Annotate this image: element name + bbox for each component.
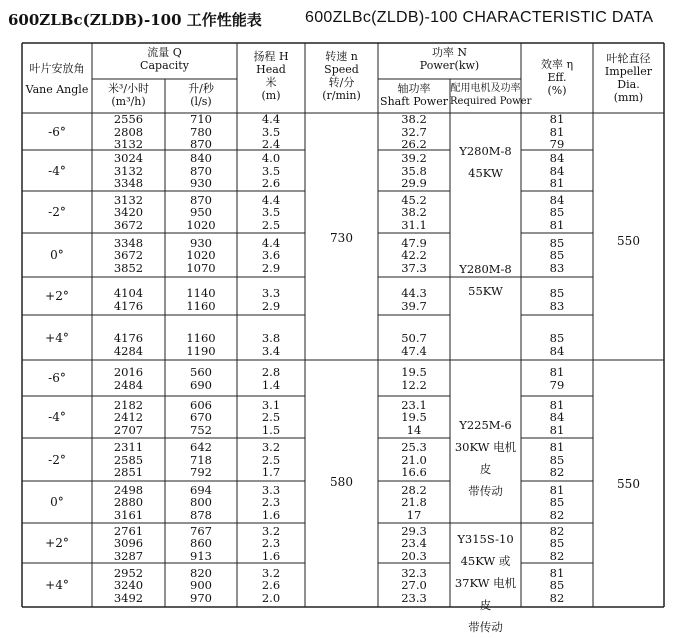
vane-angle: -2° bbox=[48, 452, 66, 467]
capacity-m3h-value: 3132 bbox=[113, 192, 144, 207]
capacity-m3h-value: 4176 bbox=[113, 298, 144, 313]
capacity-m3h bbox=[92, 194, 165, 232]
speed-header bbox=[305, 50, 378, 102]
efficiency-value: 85 bbox=[549, 205, 565, 220]
efficiency-value: 85 bbox=[549, 248, 565, 263]
capacity-ls-value: 900 bbox=[190, 578, 212, 593]
capacity-ls bbox=[165, 113, 237, 151]
efficiency-value: 81 bbox=[549, 422, 565, 437]
efficiency-value: 85 bbox=[549, 536, 565, 551]
efficiency-value: 82 bbox=[549, 507, 565, 522]
head-value: 2.3 bbox=[261, 536, 281, 551]
efficiency-value: 81 bbox=[549, 112, 565, 127]
head-value: 2.0 bbox=[261, 590, 281, 605]
capacity-m3h-value: 3096 bbox=[113, 536, 144, 551]
impeller-unit: (mm) bbox=[613, 91, 644, 104]
capacity-ls-value: 800 bbox=[190, 495, 212, 510]
head-en: Head bbox=[256, 63, 286, 76]
capacity-m3h-value: 3132 bbox=[113, 163, 144, 178]
head bbox=[237, 287, 305, 312]
capacity-ls bbox=[165, 237, 237, 275]
capacity-ls bbox=[165, 194, 237, 232]
capacity-ls-value: 642 bbox=[190, 440, 212, 455]
efficiency-value: 85 bbox=[549, 452, 565, 467]
required-power-en: Required Power bbox=[450, 96, 532, 107]
head bbox=[237, 194, 305, 232]
capacity-m3h bbox=[92, 567, 165, 605]
head-value: 3.5 bbox=[261, 124, 281, 139]
head-value: 2.6 bbox=[261, 578, 281, 593]
shaft-power-value: 32.7 bbox=[401, 124, 427, 139]
capacity-m3h bbox=[92, 441, 165, 479]
capacity-m3h-value: 2585 bbox=[113, 452, 144, 467]
power-cn: 功率 N bbox=[431, 46, 468, 59]
motor-spec-line: 30KW 电机皮 bbox=[454, 440, 517, 476]
efficiency-value: 82 bbox=[549, 590, 565, 605]
capacity-ls-value: 870 bbox=[190, 192, 212, 207]
efficiency-value: 81 bbox=[549, 124, 565, 139]
head-value: 2.9 bbox=[261, 298, 281, 313]
speed-value: 580 bbox=[330, 475, 353, 489]
shaft-power-value: 14 bbox=[406, 422, 422, 437]
head-value: 1.6 bbox=[261, 548, 281, 563]
head bbox=[237, 525, 305, 563]
efficiency-value: 85 bbox=[549, 495, 565, 510]
vane-angle: -4° bbox=[48, 410, 66, 424]
efficiency bbox=[521, 441, 593, 479]
capacity-ls-header bbox=[165, 82, 237, 108]
capacity-m3h bbox=[92, 113, 165, 151]
vane-angle: -6° bbox=[48, 124, 66, 139]
shaft-power-value: 12.2 bbox=[401, 377, 427, 392]
capacity-ls-value: 718 bbox=[190, 452, 212, 467]
head-value: 4.4 bbox=[261, 112, 281, 127]
capacity-ls bbox=[165, 287, 237, 312]
motor-spec-line: 45KW 或 bbox=[460, 554, 511, 568]
efficiency-value: 83 bbox=[549, 260, 565, 275]
shaft-power bbox=[378, 484, 450, 522]
shaft-power-value: 23.1 bbox=[401, 397, 427, 412]
efficiency-value: 85 bbox=[549, 331, 565, 345]
shaft-power-value: 23.4 bbox=[401, 536, 427, 551]
motor-spec bbox=[450, 140, 521, 184]
capacity-m3h-value: 2556 bbox=[113, 112, 144, 127]
motor-spec-line: 55KW bbox=[468, 284, 503, 298]
capacity-ls-value: 690 bbox=[190, 377, 212, 392]
efficiency bbox=[521, 194, 593, 232]
shaft-power-value: 17 bbox=[406, 507, 422, 522]
capacity-ls-value: 1070 bbox=[186, 260, 216, 275]
vane-angle-cn: 叶片安放角 bbox=[29, 62, 85, 75]
motor-spec-line: Y280M-8 bbox=[459, 262, 512, 276]
shaft-power bbox=[378, 399, 450, 437]
head-value: 2.5 bbox=[261, 217, 281, 232]
shaft-power-value: 21.0 bbox=[401, 452, 427, 467]
capacity-ls bbox=[165, 399, 237, 437]
shaft-power-value: 29.3 bbox=[401, 523, 427, 538]
capacity-ls-unit: (l/s) bbox=[190, 95, 212, 108]
speed-unit: (r/min) bbox=[322, 89, 361, 102]
capacity-m3h-value: 2484 bbox=[113, 377, 144, 392]
shaft-power-value: 25.3 bbox=[401, 440, 427, 455]
efficiency-value: 84 bbox=[549, 192, 565, 207]
efficiency bbox=[521, 366, 593, 391]
efficiency-value: 79 bbox=[549, 377, 565, 392]
capacity-m3h-unit: (m³/h) bbox=[111, 95, 146, 108]
efficiency-value: 81 bbox=[549, 397, 565, 412]
head-value: 3.3 bbox=[261, 482, 281, 497]
capacity-m3h-value: 2880 bbox=[113, 495, 144, 510]
head bbox=[237, 567, 305, 605]
head-value: 3.2 bbox=[261, 523, 281, 538]
capacity-ls-value: 606 bbox=[190, 397, 212, 412]
efficiency-en: Eff. bbox=[547, 71, 567, 84]
capacity-ls-value: 1140 bbox=[186, 286, 216, 300]
capacity-m3h bbox=[92, 399, 165, 437]
capacity-m3h-value: 2182 bbox=[113, 397, 144, 412]
capacity-m3h-value: 3132 bbox=[113, 137, 144, 152]
motor-spec bbox=[450, 258, 521, 302]
head bbox=[237, 399, 305, 437]
capacity-m3h-value: 2808 bbox=[113, 124, 144, 139]
capacity-ls-value: 767 bbox=[190, 523, 212, 538]
capacity-m3h-value: 3672 bbox=[113, 248, 144, 263]
capacity-en: Capacity bbox=[140, 59, 189, 72]
capacity-ls bbox=[165, 567, 237, 605]
efficiency-value: 82 bbox=[549, 523, 565, 538]
shaft-power-header bbox=[378, 82, 450, 108]
speed-en: Speed bbox=[324, 63, 359, 76]
vane-angle: +2° bbox=[45, 536, 69, 550]
capacity-ls-value: 694 bbox=[190, 482, 212, 497]
efficiency-cn: 效率 η bbox=[540, 58, 574, 71]
head bbox=[237, 484, 305, 522]
shaft-power-value: 39.7 bbox=[401, 298, 427, 313]
head-value: 3.5 bbox=[261, 205, 281, 220]
capacity-ls bbox=[165, 152, 237, 190]
motor-spec-line: Y315S-10 bbox=[457, 532, 514, 546]
head-value: 2.8 bbox=[261, 365, 281, 379]
capacity-m3h-cn: 米³/小时 bbox=[107, 82, 150, 95]
shaft-power-value: 19.5 bbox=[401, 365, 427, 379]
head-value: 1.7 bbox=[261, 465, 281, 480]
shaft-power-value: 32.3 bbox=[401, 565, 427, 580]
capacity-m3h-value: 4176 bbox=[113, 331, 144, 345]
capacity-ls-cn: 升/秒 bbox=[188, 82, 214, 95]
shaft-power-value: 19.5 bbox=[401, 410, 427, 425]
capacity-m3h-value: 2952 bbox=[113, 565, 144, 580]
impeller-en: Impeller bbox=[604, 65, 653, 78]
motor-spec-line: Y225M-6 bbox=[459, 418, 512, 432]
capacity-m3h-value: 3161 bbox=[113, 507, 144, 522]
power-en: Power(kw) bbox=[419, 59, 480, 72]
capacity-m3h-value: 2851 bbox=[113, 465, 144, 480]
shaft-power-value: 39.2 bbox=[401, 151, 427, 166]
head-value: 2.5 bbox=[261, 452, 281, 467]
capacity-m3h bbox=[92, 366, 165, 391]
head-value: 3.1 bbox=[261, 397, 281, 412]
head bbox=[237, 366, 305, 391]
head bbox=[237, 237, 305, 275]
vane-angle-header bbox=[22, 62, 92, 96]
shaft-power bbox=[378, 332, 450, 357]
shaft-power-value: 26.2 bbox=[401, 137, 427, 152]
head-value: 2.3 bbox=[261, 495, 281, 510]
speed-cn: 转速 n bbox=[325, 50, 358, 63]
capacity-m3h bbox=[92, 484, 165, 522]
efficiency-value: 79 bbox=[549, 137, 565, 152]
capacity-m3h bbox=[92, 287, 165, 312]
capacity-ls-value: 1160 bbox=[186, 298, 216, 313]
efficiency-value: 82 bbox=[549, 548, 565, 563]
efficiency bbox=[521, 287, 593, 312]
shaft-power-value: 29.9 bbox=[401, 176, 427, 191]
head-value: 3.5 bbox=[261, 163, 281, 178]
capacity-m3h bbox=[92, 332, 165, 357]
head-value: 3.6 bbox=[261, 248, 281, 263]
capacity-ls-value: 820 bbox=[190, 565, 212, 580]
capacity-ls bbox=[165, 484, 237, 522]
head-value: 1.4 bbox=[261, 377, 281, 392]
efficiency bbox=[521, 332, 593, 357]
head-value: 4.4 bbox=[261, 192, 281, 207]
impeller-cn: 叶轮直径 bbox=[606, 52, 651, 65]
required-power-cn: 配用电机及功率 bbox=[450, 83, 521, 94]
capacity-m3h-value: 3672 bbox=[113, 217, 144, 232]
efficiency-value: 84 bbox=[549, 343, 565, 358]
motor-spec-line: 45KW bbox=[468, 166, 503, 180]
shaft-power-value: 47.4 bbox=[401, 343, 427, 358]
capacity-ls bbox=[165, 332, 237, 357]
capacity-m3h-value: 2761 bbox=[113, 523, 144, 538]
efficiency bbox=[521, 113, 593, 151]
capacity-ls-value: 840 bbox=[190, 151, 212, 166]
capacity-ls-value: 1020 bbox=[186, 248, 216, 263]
shaft-power bbox=[378, 113, 450, 151]
shaft-power bbox=[378, 366, 450, 391]
efficiency-value: 81 bbox=[549, 365, 565, 379]
vane-angle: -4° bbox=[48, 163, 66, 178]
capacity-ls-value: 870 bbox=[190, 137, 212, 152]
required-power-header bbox=[450, 82, 532, 108]
efficiency-unit: (%) bbox=[547, 84, 567, 97]
head-value: 2.4 bbox=[261, 137, 281, 152]
capacity-m3h bbox=[92, 152, 165, 190]
head-value: 3.4 bbox=[261, 343, 281, 358]
capacity-m3h-value: 3852 bbox=[113, 260, 144, 275]
efficiency-value: 83 bbox=[549, 298, 565, 313]
efficiency bbox=[521, 152, 593, 190]
head-value: 2.6 bbox=[261, 176, 281, 191]
capacity-ls-value: 560 bbox=[190, 365, 212, 379]
shaft-power-value: 42.2 bbox=[401, 248, 427, 263]
shaft-power bbox=[378, 194, 450, 232]
impeller-dia: Dia. bbox=[617, 78, 640, 91]
head-value: 2.5 bbox=[261, 410, 281, 425]
head bbox=[237, 332, 305, 357]
capacity-ls-value: 870 bbox=[190, 163, 212, 178]
shaft-power bbox=[378, 287, 450, 312]
capacity-m3h-value: 3348 bbox=[113, 176, 144, 191]
efficiency-header bbox=[521, 58, 593, 97]
capacity-cn: 流量 Q bbox=[147, 46, 182, 59]
capacity-ls-value: 670 bbox=[190, 410, 212, 425]
capacity-ls-value: 752 bbox=[190, 422, 212, 437]
efficiency-value: 84 bbox=[549, 163, 565, 178]
shaft-power-cn: 轴功率 bbox=[397, 82, 431, 95]
shaft-power-value: 31.1 bbox=[401, 217, 427, 232]
vane-angle: +4° bbox=[45, 330, 69, 345]
efficiency bbox=[521, 399, 593, 437]
efficiency-value: 81 bbox=[549, 440, 565, 455]
motor-spec-line: 带传动 bbox=[468, 620, 503, 634]
capacity-m3h bbox=[92, 237, 165, 275]
motor-spec-line: 37KW 电机皮 bbox=[454, 576, 517, 612]
capacity-ls-value: 930 bbox=[190, 235, 212, 250]
shaft-power-value: 45.2 bbox=[401, 192, 427, 207]
efficiency bbox=[521, 567, 593, 605]
efficiency bbox=[521, 484, 593, 522]
shaft-power-value: 50.7 bbox=[401, 331, 427, 345]
efficiency bbox=[521, 525, 593, 563]
capacity-ls-value: 950 bbox=[190, 205, 212, 220]
vane-angle-en: Vane Angle bbox=[25, 83, 89, 96]
efficiency-value: 81 bbox=[549, 217, 565, 232]
vane-angle: -6° bbox=[48, 371, 66, 385]
head bbox=[237, 441, 305, 479]
motor-spec-line: Y280M-8 bbox=[459, 144, 512, 158]
capacity-m3h-value: 2498 bbox=[113, 482, 144, 497]
shaft-power bbox=[378, 237, 450, 275]
head bbox=[237, 113, 305, 151]
impeller-header bbox=[593, 52, 664, 104]
shaft-power bbox=[378, 152, 450, 190]
efficiency-value: 85 bbox=[549, 235, 565, 250]
capacity-ls-value: 970 bbox=[190, 590, 212, 605]
shaft-power-value: 16.6 bbox=[401, 465, 427, 480]
motor-spec bbox=[450, 414, 521, 502]
capacity-m3h-value: 3420 bbox=[113, 205, 144, 220]
shaft-power-value: 44.3 bbox=[401, 286, 427, 300]
vane-angle: -2° bbox=[48, 205, 66, 219]
head-value: 3.8 bbox=[261, 331, 281, 345]
vane-angle: +4° bbox=[45, 578, 69, 592]
motor-spec-line: 带传动 bbox=[468, 484, 503, 498]
shaft-power-value: 38.2 bbox=[401, 205, 427, 220]
vane-angle: +2° bbox=[45, 289, 69, 303]
head-value: 2.9 bbox=[261, 260, 281, 275]
shaft-power bbox=[378, 441, 450, 479]
capacity-m3h-value: 2016 bbox=[113, 365, 144, 379]
speed-unit-cn: 转/分 bbox=[328, 76, 355, 89]
capacity-ls-value: 1020 bbox=[186, 217, 216, 232]
capacity-ls-value: 913 bbox=[190, 548, 212, 563]
capacity-ls-value: 878 bbox=[190, 507, 212, 522]
efficiency-value: 81 bbox=[549, 565, 565, 580]
capacity-m3h-value: 2707 bbox=[113, 422, 144, 437]
vane-angle: 0° bbox=[50, 495, 64, 509]
capacity-ls bbox=[165, 366, 237, 391]
efficiency-value: 81 bbox=[549, 482, 565, 497]
shaft-power-value: 35.8 bbox=[401, 163, 427, 178]
capacity-m3h bbox=[92, 525, 165, 563]
impeller-value: 550 bbox=[617, 477, 640, 491]
capacity-m3h-value: 3348 bbox=[113, 235, 144, 250]
head-value: 1.5 bbox=[261, 422, 281, 437]
capacity-ls bbox=[165, 441, 237, 479]
head bbox=[237, 152, 305, 190]
head-value: 3.2 bbox=[261, 565, 281, 580]
speed-value: 730 bbox=[330, 231, 353, 245]
head-value: 4.0 bbox=[261, 151, 281, 166]
capacity-m3h-header bbox=[92, 82, 165, 108]
head-value: 4.4 bbox=[261, 235, 281, 250]
efficiency-value: 84 bbox=[549, 151, 565, 166]
shaft-power-value: 21.8 bbox=[401, 495, 427, 510]
capacity-ls-value: 1160 bbox=[186, 331, 216, 345]
shaft-power-value: 47.9 bbox=[401, 235, 427, 250]
head-value: 1.6 bbox=[261, 507, 281, 522]
shaft-power-value: 27.0 bbox=[401, 578, 427, 593]
capacity-m3h-value: 3492 bbox=[113, 590, 144, 605]
shaft-power-value: 20.3 bbox=[401, 548, 427, 563]
head-value: 3.2 bbox=[261, 440, 281, 455]
capacity-ls-value: 860 bbox=[190, 536, 212, 551]
efficiency-value: 85 bbox=[549, 286, 565, 300]
shaft-power-value: 23.3 bbox=[401, 590, 427, 605]
capacity-m3h-value: 2412 bbox=[113, 410, 144, 425]
capacity-header bbox=[92, 46, 237, 72]
power-header bbox=[378, 46, 521, 72]
efficiency bbox=[521, 237, 593, 275]
shaft-power-value: 38.2 bbox=[401, 112, 427, 127]
vane-angle: 0° bbox=[50, 248, 64, 262]
capacity-ls-value: 792 bbox=[190, 465, 212, 480]
efficiency-value: 85 bbox=[549, 578, 565, 593]
head-header bbox=[237, 50, 305, 102]
efficiency-value: 81 bbox=[549, 176, 565, 191]
shaft-power bbox=[378, 567, 450, 605]
capacity-m3h-value: 4104 bbox=[113, 286, 144, 300]
shaft-power bbox=[378, 525, 450, 563]
capacity-m3h-value: 3287 bbox=[113, 548, 144, 563]
capacity-ls bbox=[165, 525, 237, 563]
head-unit: (m) bbox=[261, 89, 281, 102]
capacity-ls-value: 780 bbox=[190, 124, 212, 139]
shaft-power-en: Shaft Power bbox=[380, 95, 448, 108]
capacity-ls-value: 1190 bbox=[186, 343, 216, 358]
title-english: 600ZLBc(ZLDB)-100 CHARACTERISTIC DATA bbox=[305, 9, 654, 26]
capacity-ls-value: 710 bbox=[190, 112, 212, 127]
impeller-value: 550 bbox=[617, 234, 640, 248]
title-chinese: 600ZLBc(ZLDB)-100 工作性能表 bbox=[8, 11, 262, 29]
capacity-m3h-value: 4284 bbox=[113, 343, 144, 358]
head-cn: 扬程 H bbox=[253, 50, 289, 63]
efficiency-value: 82 bbox=[549, 465, 565, 480]
capacity-m3h-value: 3024 bbox=[113, 151, 144, 166]
head-value: 3.3 bbox=[261, 286, 281, 300]
motor-spec bbox=[450, 528, 521, 638]
head-unit-cn: 米 bbox=[265, 76, 277, 89]
capacity-m3h-value: 3240 bbox=[113, 578, 144, 593]
capacity-m3h-value: 2311 bbox=[113, 440, 144, 455]
shaft-power-value: 37.3 bbox=[401, 260, 427, 275]
shaft-power-value: 28.2 bbox=[401, 482, 427, 497]
capacity-ls-value: 930 bbox=[190, 176, 212, 191]
efficiency-value: 84 bbox=[549, 410, 565, 425]
